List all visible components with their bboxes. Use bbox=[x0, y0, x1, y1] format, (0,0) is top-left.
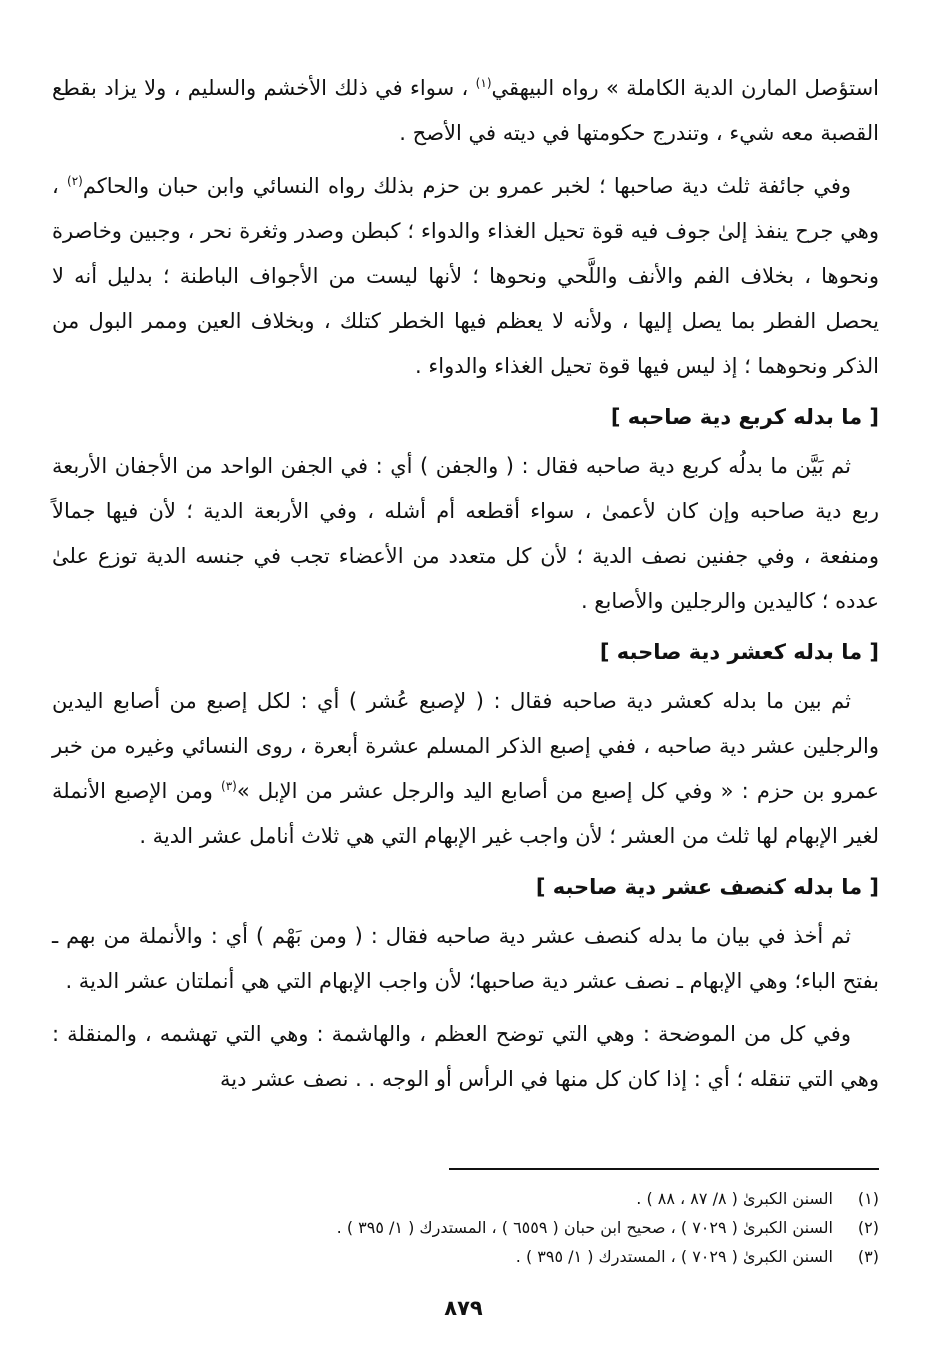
paragraph-text: ، سواء في ذلك الأخشم والسليم ، ولا يزاد بقطع القصبة معه شيء ، وتندرج حكومتها في ديته في الأصح . bbox=[52, 76, 879, 145]
paragraph-text: استؤصل المارن الدية الكاملة » رواه البيهقي bbox=[491, 76, 880, 100]
footnote-item bbox=[100, 1242, 879, 1271]
paragraph bbox=[52, 164, 879, 389]
footnotes bbox=[100, 1184, 879, 1271]
paragraph-text: ثم بين ما بدله كعشر دية صاحبه فقال : ( لإصبع عُشر ) أي : لكل إصبع من أصابع اليدين والرجلين عشر دية صاحبه ، ففي إصبع الذكر المسلم عشرة أبعرة ، روى النسائي وغيره من خبر عمرو بن حزم : « وفي كل إصبع من أصابع اليد والرجل عشر من الإبل » bbox=[52, 689, 879, 803]
paragraph: ثم بَيَّن ما بدلُه كربع دية صاحبه فقال : ( والجفن ) أي : في الجفن الواحد من الأجفان الأربعة ربع دية صاحبه وإن كان لأعمىٰ ، سواء أقطعه أم أشله ، وفي الأربعة الدية ؛ لأن فيها جمالاً ومنفعة ، وفي جفنين نصف الدية ؛ لأن كل متعدد من الأعضاء تجب في جنسه الدية توزع علىٰ عدده ؛ كاليدين والرجلين والأصابع . bbox=[52, 454, 879, 613]
footnote-ref[interactable]: (١) bbox=[475, 76, 492, 90]
footnote-ref[interactable]: (٣) bbox=[221, 779, 237, 793]
footnote-number: (٣) bbox=[857, 1247, 879, 1266]
footnote-text: السنن الكبرىٰ ( ٧٠٢٩ ) ، المستدرك ( ١/ ٣٩٥ ) . bbox=[515, 1247, 833, 1266]
footnote-text: السنن الكبرىٰ ( ٧٠٢٩ ) ، صحيح ابن حبان ( ٦٥٥٩ ) ، المستدرك ( ١/ ٣٩٥ ) . bbox=[336, 1218, 833, 1237]
paragraph-text: ، وهي جرح ينفذ إلىٰ جوف فيه قوة تحيل الغذاء والدواء ؛ كبطن وصدر وثغرة نحر ، وجبين وخاصرة ونحوها ، بخلاف الفم والأنف واللَّحي ونحوها ؛ لأنها ليست من الأجواف الباطنة ؛ بدليل أنه لا يحصل الفطر بما يصل إليها ، ولأنه لا يعظم فيها الخطر كتلك ، وبخلاف العين وممر البول من الذكر ونحوهما ؛ إذ ليس فيها قوة تحيل الغذاء والدواء . bbox=[52, 174, 879, 378]
paragraph bbox=[52, 679, 879, 859]
footnote-text: السنن الكبرىٰ ( ٨/ ٨٧ ، ٨٨ ) . bbox=[636, 1189, 833, 1208]
paragraph-text: ومن الإصبع الأنملة لغير الإبهام لها ثلث من العشر ؛ لأن واجب غير الإبهام التي هي ثلاث أنامل عشر الدية . bbox=[52, 779, 879, 848]
footnote-number: (١) bbox=[857, 1189, 879, 1208]
page-number: ٨٧٩ bbox=[444, 1296, 483, 1320]
section-heading: [ ما بدله كعشر دية صاحبه ] bbox=[599, 640, 879, 664]
footnote-item bbox=[100, 1213, 879, 1242]
paragraph bbox=[52, 66, 879, 156]
paragraph: ثم أخذ في بيان ما بدله كنصف عشر دية صاحبه فقال : ( ومن بَهْم ) أي : والأنملة من بهم ـ بفتح الباء؛ وهي الإبهام ـ نصف عشر دية صاحبها؛ لأن واجب الإبهام التي هي أنملتان عشر الدية . bbox=[52, 924, 879, 993]
section-heading: [ ما بدله كنصف عشر دية صاحبه ] bbox=[535, 875, 879, 899]
paragraph-text: وفي جائفة ثلث دية صاحبها ؛ لخبر عمرو بن حزم بذلك رواه النسائي وابن حبان والحاكم bbox=[82, 174, 852, 198]
section-heading: [ ما بدله كربع دية صاحبه ] bbox=[610, 405, 879, 429]
footnote-number: (٢) bbox=[857, 1218, 879, 1237]
footnote-item bbox=[100, 1184, 879, 1213]
main-text bbox=[52, 66, 879, 1102]
paragraph: وفي كل من الموضحة : وهي التي توضح العظم ، والهاشمة : وهي التي تهشمه ، والمنقلة : وهي التي تنقله ؛ أي : إذا كان كل منها في الرأس أو الوجه . . نصف عشر دية bbox=[52, 1022, 879, 1091]
footnote-divider bbox=[449, 1168, 879, 1170]
footnote-ref[interactable]: (٢) bbox=[67, 174, 83, 188]
